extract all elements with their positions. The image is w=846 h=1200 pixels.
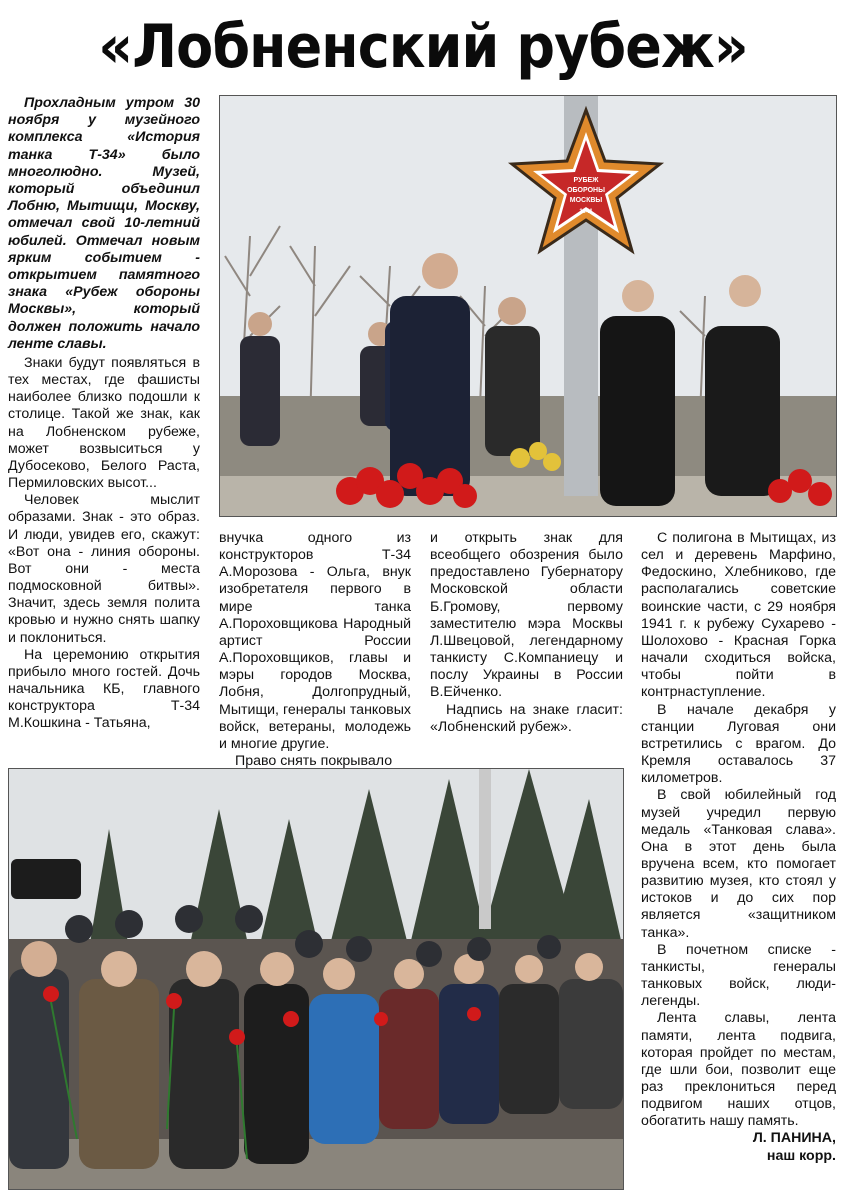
column-2 bbox=[219, 530, 411, 770]
paragraph: Человек мыслит образами. Знак - это образ. И люди, увидев его, скажут: «Вот она - линия обороны. Вот они - места подмосковной битвы». Значит, здесь земля полита кровью и нужно снять шапку и поклониться. bbox=[8, 492, 200, 646]
byline-author: Л. ПАНИНА, bbox=[752, 1130, 836, 1147]
sign-line1: РУБЕЖ bbox=[573, 177, 599, 184]
paragraph: внучка одного из конструкторов Т-34 А.Морозова - Ольга, внук изобретателя первого в мире танка А.Пороховщикова Народный артист России А.Пороховщиков, главы и мэры городов Москва, Лобня, Долгопрудный, Мытищи, генералы танковых войск, ветераны, молодежь и многие другие. bbox=[219, 530, 411, 752]
column-1 bbox=[8, 355, 200, 732]
column-4 bbox=[641, 530, 836, 1165]
sign-line3: МОСКВЫ bbox=[569, 197, 603, 204]
paragraph: В свой юбилейный год музей учредил первую медаль «Танковая слава». Она в этот день была вручена всем, кто помогает развитию музея, кто стоял у истоков и до сих пор является «защитником танка». bbox=[641, 787, 836, 941]
paragraph: На церемонию открытия прибыло много гостей. Дочь начальника КБ, главного конструктора Т-34 М.Кошкина - Татьяна, bbox=[8, 646, 200, 732]
sign-line2: ОБОРОНЫ bbox=[567, 187, 605, 194]
byline-role: наш корр. bbox=[766, 1147, 836, 1164]
paragraph: В начале декабря у станции Луговая они встретились с врагом. До Кремля оставалось 37 километров. bbox=[641, 701, 836, 787]
ceremony-photo bbox=[219, 95, 837, 517]
paragraph: С полигона в Мытищах, из сел и деревень Марфино, Федоскино, Хлебниково, где располагались советские воинские части, с 29 ноября 1941 г. к рубежу Сухарево - Шолохово - Красная Горка начали сходиться войска, чтобы пойти в контрнаступление. bbox=[641, 530, 836, 701]
lead-text: Прохладным утром 30 ноября у музейного комплекса «История танка Т-34» было многолюдно. Музей, который объединил Лобню, Мытищи, Москву, отмечал свой 10-летний юбилей. Отмечал новым ярким событием - открытием памятного знака «Рубеж обороны Москвы», который должен положить начало ленте славы. bbox=[8, 95, 200, 352]
sign-year: 1941 bbox=[579, 209, 593, 215]
headline: «Лобненский рубеж» bbox=[98, 12, 748, 82]
paragraph: Надпись на знаке гласит: «Лобненский рубеж». bbox=[430, 701, 623, 735]
column-3 bbox=[430, 530, 623, 736]
paragraph: Право снять покрывало bbox=[235, 753, 393, 770]
audience-photo bbox=[8, 768, 624, 1190]
lead-paragraph bbox=[8, 95, 200, 353]
paragraph: Лента славы, лента памяти, лента подвига, которая пройдет по местам, где шли бои, позволит еще раз преклониться перед подвигом наших отцов, обогатить нашу память. bbox=[641, 1010, 836, 1130]
paragraph: и открыть знак для всеобщего обозрения было предоставлено Губернатору Московской области Б.Громову, первому заместителю мэра Москвы Л.Швецовой, легендарному танкисту С.Компаниецу и послу Украины в России В.Ейченко. bbox=[430, 530, 623, 701]
paragraph: В почетном списке - танкисты, генералы танковых войск, люди-легенды. bbox=[641, 941, 836, 1010]
paragraph: Знаки будут появляться в тех местах, где фашисты наиболее близко подошли к столице. Такой же знак, как на Лобненском рубеже, может возвыситься у Дубосеково, Белого Раста, Пермиловских высот... bbox=[8, 355, 200, 492]
